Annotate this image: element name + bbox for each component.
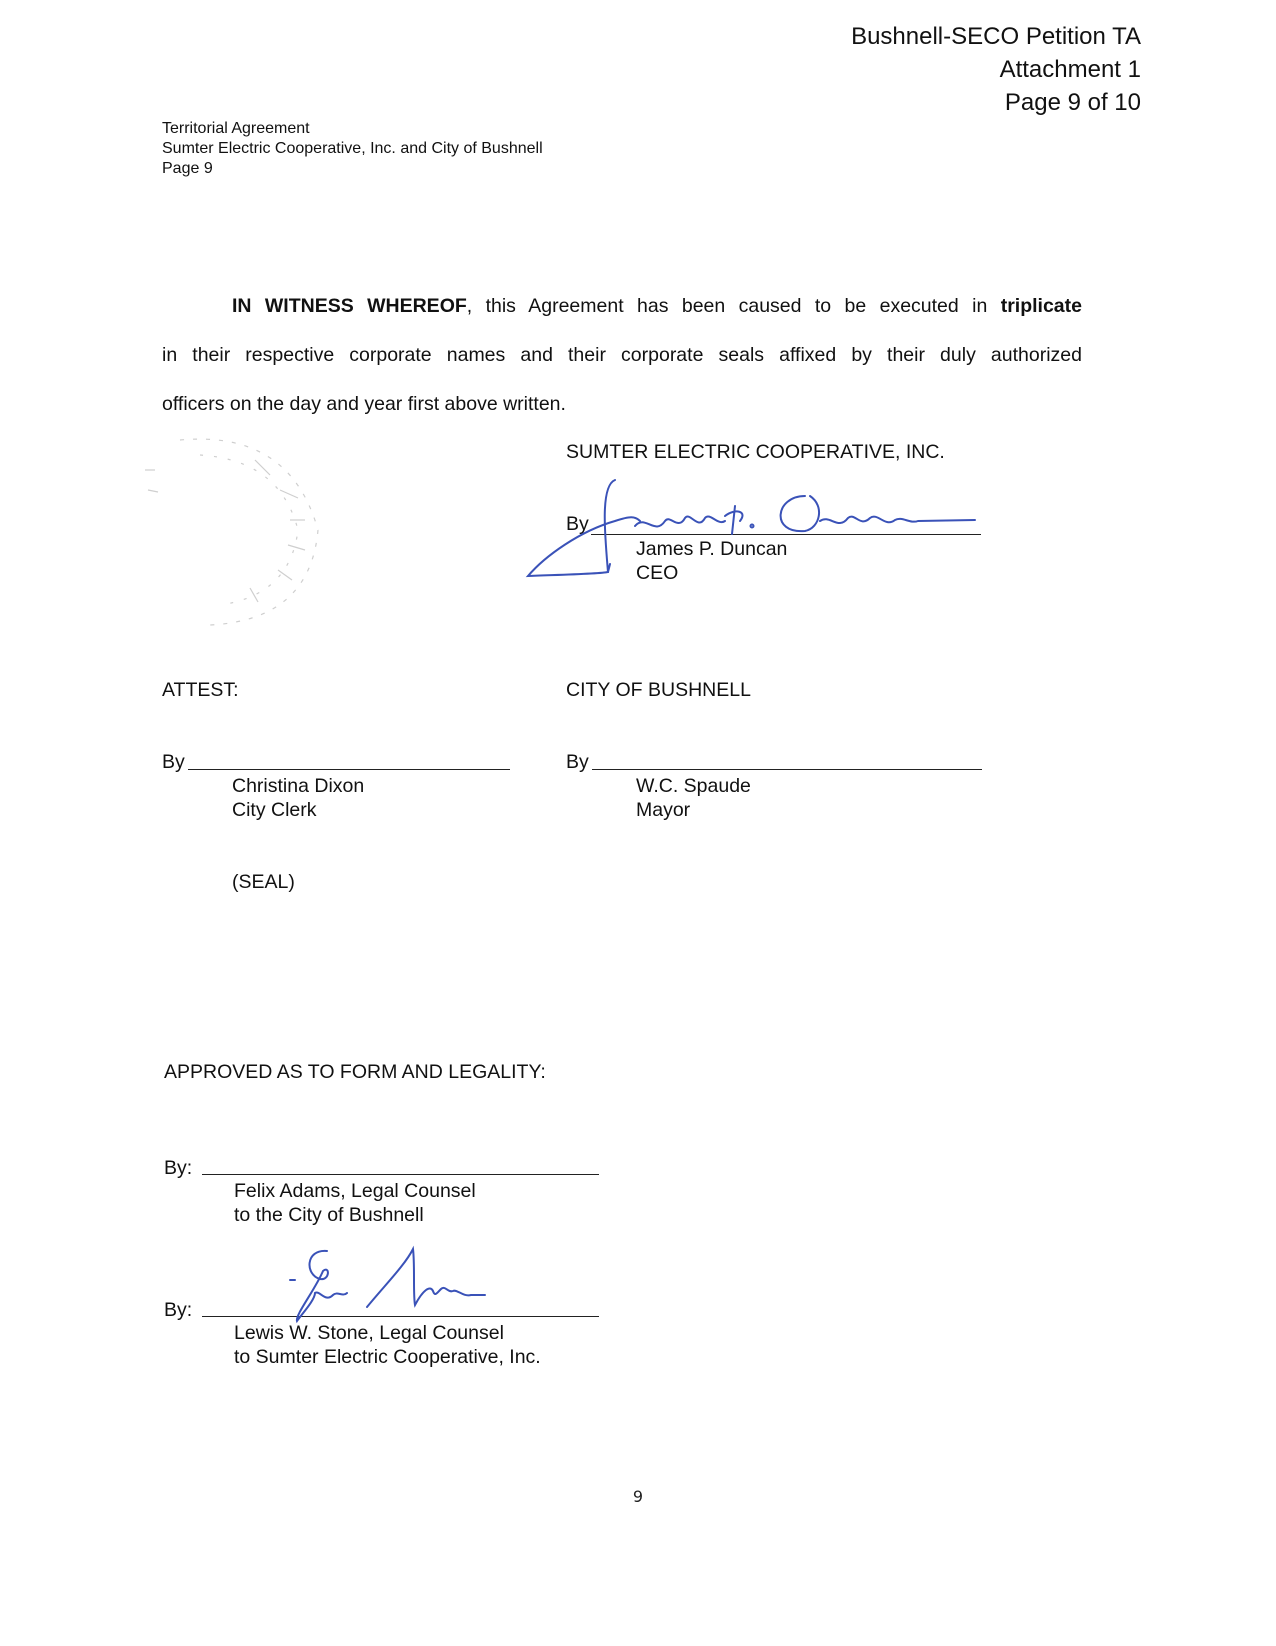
approval-by-label-1: By: (164, 1157, 193, 1179)
stamp-attachment: Attachment 1 (999, 56, 1141, 83)
attest-label: ATTEST: (162, 679, 239, 701)
stamp-page: Page 9 of 10 (1004, 89, 1141, 116)
witness-triplicate: triplicate (1000, 295, 1082, 317)
stamp-title: Bushnell-SECO Petition TA (851, 23, 1141, 50)
seco-signature (520, 476, 980, 596)
seco-signer-name: James P. Duncan (636, 538, 788, 560)
witness-line-2: in their respective corporate names and their corporate seals affixed by their duly authorized (162, 344, 1082, 366)
attachment-stamp (851, 20, 1141, 119)
attest-signer-title: City Clerk (232, 799, 317, 821)
city-by-label: By (566, 751, 589, 773)
city-signer-title: Mayor (636, 799, 691, 821)
attest-signer-name: Christina Dixon (232, 775, 365, 797)
city-org-name: CITY OF BUSHNELL (566, 679, 751, 701)
lewis-stone-signature (285, 1245, 515, 1325)
page-number: 9 (632, 1487, 644, 1506)
header-page: Page 9 (162, 160, 213, 177)
document-header (162, 119, 543, 179)
city-signature-line (592, 769, 982, 770)
approval-signature-line-1 (202, 1174, 599, 1175)
approval-signer1-line2: to the City of Bushnell (234, 1204, 424, 1226)
approval-signer2-line2: to Sumter Electric Cooperative, Inc. (234, 1346, 541, 1368)
attest-signature-line (188, 769, 510, 770)
seal-label: (SEAL) (232, 871, 295, 893)
header-title: Territorial Agreement (162, 120, 310, 137)
seco-by-label: By (566, 513, 589, 535)
approval-signer2-line1: Lewis W. Stone, Legal Counsel (234, 1322, 504, 1344)
attest-by-label: By (162, 751, 185, 773)
header-parties: Sumter Electric Cooperative, Inc. and City of Bushnell (162, 140, 543, 157)
witness-paragraph (162, 282, 1082, 429)
approval-by-label-2: By: (164, 1299, 193, 1321)
witness-lead: IN WITNESS WHEREOF (232, 295, 467, 317)
seco-org-name: SUMTER ELECTRIC COOPERATIVE, INC. (566, 441, 945, 463)
seco-signer-title: CEO (636, 562, 679, 584)
witness-line-1-text: , this Agreement has been caused to be executed in (466, 295, 1001, 317)
city-signer-name: W.C. Spaude (636, 775, 751, 797)
witness-line-3: officers on the day and year first above written. (162, 393, 566, 415)
embossed-seal (140, 420, 340, 640)
approval-heading: APPROVED AS TO FORM AND LEGALITY: (164, 1061, 546, 1083)
approval-signer1-line1: Felix Adams, Legal Counsel (234, 1180, 476, 1202)
witness-line-1 (162, 282, 1082, 331)
